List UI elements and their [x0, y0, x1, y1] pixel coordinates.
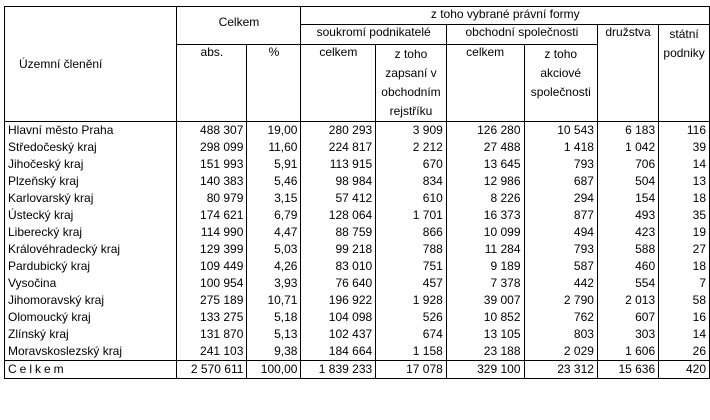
table-row — [5, 139, 710, 156]
cell-pe-total: 57 412 — [301, 190, 376, 207]
cell-name: Liberecký kraj — [5, 224, 177, 241]
cell-tc-js: 494 — [524, 224, 597, 241]
cell-pct: 10,71 — [247, 292, 301, 309]
cell-name: Zlínský kraj — [5, 326, 177, 343]
cell-abs: 2 570 611 — [177, 361, 247, 379]
cell-tc-total: 10 099 — [446, 224, 524, 241]
cell-pe-total: 224 817 — [301, 139, 376, 156]
cell-abs: 80 979 — [177, 190, 247, 207]
cell-pe-reg: 1 158 — [376, 343, 447, 361]
cell-tc-total: 12 986 — [446, 173, 524, 190]
cell-coop: 6 183 — [597, 122, 658, 140]
cell-pe-total: 1 839 233 — [301, 361, 376, 379]
cell-tc-total: 23 188 — [446, 343, 524, 361]
table-row — [5, 275, 710, 292]
cell-pct: 5,13 — [247, 326, 301, 343]
cell-name: Olomoucký kraj — [5, 309, 177, 326]
cell-pe-reg: 674 — [376, 326, 447, 343]
cell-pct: 19,00 — [247, 122, 301, 140]
cell-pe-total: 99 218 — [301, 241, 376, 258]
table-row — [5, 258, 710, 275]
cell-pct: 3,15 — [247, 190, 301, 207]
cell-abs: 133 275 — [177, 309, 247, 326]
cell-pe-reg: 751 — [376, 258, 447, 275]
cell-state: 18 — [659, 190, 710, 207]
cell-tc-total: 7 378 — [446, 275, 524, 292]
cell-pe-total: 196 922 — [301, 292, 376, 309]
cell-state: 19 — [659, 224, 710, 241]
cell-abs: 275 189 — [177, 292, 247, 309]
cell-pe-reg: 1 701 — [376, 207, 447, 224]
cell-state: 14 — [659, 156, 710, 173]
header-tc-total: celkem — [446, 45, 524, 122]
total-row — [5, 361, 710, 379]
cell-pe-total: 104 098 — [301, 309, 376, 326]
cell-tc-js: 793 — [524, 241, 597, 258]
cell-tc-js: 587 — [524, 258, 597, 275]
cell-pct: 6,79 — [247, 207, 301, 224]
cell-tc-js: 687 — [524, 173, 597, 190]
cell-pe-total: 88 759 — [301, 224, 376, 241]
cell-pct: 5,18 — [247, 309, 301, 326]
cell-abs: 241 103 — [177, 343, 247, 361]
header-pct: % — [247, 45, 301, 122]
cell-pe-reg: 670 — [376, 156, 447, 173]
table-row — [5, 292, 710, 309]
header-tc-joint-stock: z toho akciové společnosti — [524, 45, 597, 122]
cell-tc-js: 442 — [524, 275, 597, 292]
cell-abs: 100 954 — [177, 275, 247, 292]
table-row — [5, 309, 710, 326]
cell-tc-total: 126 280 — [446, 122, 524, 140]
cell-coop: 706 — [597, 156, 658, 173]
cell-pct: 4,26 — [247, 258, 301, 275]
table-row — [5, 224, 710, 241]
header-pe-registered: z toho zapsaní v obchodním rejstříku — [376, 45, 447, 122]
header-total: Celkem — [177, 7, 301, 45]
cell-abs: 174 621 — [177, 207, 247, 224]
cell-tc-total: 39 007 — [446, 292, 524, 309]
cell-state: 39 — [659, 139, 710, 156]
cell-state: 18 — [659, 258, 710, 275]
cell-tc-js: 793 — [524, 156, 597, 173]
cell-coop: 460 — [597, 258, 658, 275]
table-row — [5, 241, 710, 258]
cell-name: Hlavní město Praha — [5, 122, 177, 140]
cell-tc-js: 877 — [524, 207, 597, 224]
cell-tc-total: 329 100 — [446, 361, 524, 379]
cell-tc-total: 8 226 — [446, 190, 524, 207]
header-trading-companies: obchodní společnosti — [446, 25, 597, 45]
cell-name: Celkem — [5, 361, 177, 379]
cell-pe-reg: 610 — [376, 190, 447, 207]
table-body — [5, 122, 710, 379]
table-row — [5, 343, 710, 361]
cell-tc-total: 13 645 — [446, 156, 524, 173]
cell-pct: 5,46 — [247, 173, 301, 190]
cell-coop: 504 — [597, 173, 658, 190]
cell-pct: 5,03 — [247, 241, 301, 258]
cell-pct: 4,47 — [247, 224, 301, 241]
cell-tc-total: 11 284 — [446, 241, 524, 258]
cell-pe-reg: 17 078 — [376, 361, 447, 379]
cell-coop: 554 — [597, 275, 658, 292]
cell-tc-total: 10 852 — [446, 309, 524, 326]
cell-pe-reg: 2 212 — [376, 139, 447, 156]
header-pe-total: celkem — [301, 45, 376, 122]
cell-tc-js: 294 — [524, 190, 597, 207]
cell-tc-js: 2 029 — [524, 343, 597, 361]
cell-pe-reg: 1 928 — [376, 292, 447, 309]
table-row — [5, 122, 710, 140]
cell-pct: 100,00 — [247, 361, 301, 379]
cell-tc-total: 13 105 — [446, 326, 524, 343]
table-row — [5, 173, 710, 190]
cell-coop: 493 — [597, 207, 658, 224]
cell-state: 58 — [659, 292, 710, 309]
cell-name: Karlovarský kraj — [5, 190, 177, 207]
cell-abs: 140 383 — [177, 173, 247, 190]
cell-abs: 151 993 — [177, 156, 247, 173]
statistics-table — [4, 6, 710, 379]
cell-tc-total: 16 373 — [446, 207, 524, 224]
cell-name: Jihomoravský kraj — [5, 292, 177, 309]
table-row — [5, 190, 710, 207]
cell-pe-total: 113 915 — [301, 156, 376, 173]
cell-tc-js: 803 — [524, 326, 597, 343]
cell-tc-js: 1 418 — [524, 139, 597, 156]
cell-state: 16 — [659, 309, 710, 326]
cell-tc-total: 9 189 — [446, 258, 524, 275]
cell-abs: 114 990 — [177, 224, 247, 241]
cell-name: Středočeský kraj — [5, 139, 177, 156]
header-territory: Územní členění — [5, 7, 177, 122]
cell-abs: 488 307 — [177, 122, 247, 140]
cell-name: Moravskoslezský kraj — [5, 343, 177, 361]
cell-name: Plzeňský kraj — [5, 173, 177, 190]
cell-pe-total: 76 640 — [301, 275, 376, 292]
cell-abs: 109 449 — [177, 258, 247, 275]
cell-tc-total: 27 488 — [446, 139, 524, 156]
cell-pe-reg: 866 — [376, 224, 447, 241]
cell-pe-reg: 3 909 — [376, 122, 447, 140]
cell-coop: 607 — [597, 309, 658, 326]
cell-pe-total: 98 984 — [301, 173, 376, 190]
cell-state: 35 — [659, 207, 710, 224]
cell-state: 26 — [659, 343, 710, 361]
cell-coop: 1 042 — [597, 139, 658, 156]
cell-tc-js: 2 790 — [524, 292, 597, 309]
cell-state: 420 — [659, 361, 710, 379]
cell-pe-total: 102 437 — [301, 326, 376, 343]
cell-pe-reg: 457 — [376, 275, 447, 292]
cell-tc-js: 23 312 — [524, 361, 597, 379]
cell-pct: 5,91 — [247, 156, 301, 173]
cell-tc-js: 10 543 — [524, 122, 597, 140]
cell-pct: 3,93 — [247, 275, 301, 292]
header-of-which: z toho vybrané právní formy — [301, 7, 710, 25]
cell-pct: 9,38 — [247, 343, 301, 361]
cell-abs: 131 870 — [177, 326, 247, 343]
cell-coop: 2 013 — [597, 292, 658, 309]
header-abs: abs. — [177, 45, 247, 122]
cell-abs: 298 099 — [177, 139, 247, 156]
cell-abs: 129 399 — [177, 241, 247, 258]
cell-pe-total: 184 664 — [301, 343, 376, 361]
header-cooperatives: družstva — [597, 25, 658, 122]
header-state-enterprises: státní podniky — [659, 25, 710, 122]
cell-pe-reg: 834 — [376, 173, 447, 190]
cell-state: 116 — [659, 122, 710, 140]
cell-state: 14 — [659, 326, 710, 343]
cell-pct: 11,60 — [247, 139, 301, 156]
cell-coop: 423 — [597, 224, 658, 241]
cell-pe-reg: 526 — [376, 309, 447, 326]
cell-state: 13 — [659, 173, 710, 190]
cell-state: 27 — [659, 241, 710, 258]
cell-name: Vysočina — [5, 275, 177, 292]
cell-pe-total: 280 293 — [301, 122, 376, 140]
cell-state: 7 — [659, 275, 710, 292]
cell-coop: 154 — [597, 190, 658, 207]
cell-tc-js: 762 — [524, 309, 597, 326]
cell-name: Ústecký kraj — [5, 207, 177, 224]
table-row — [5, 326, 710, 343]
cell-pe-reg: 788 — [376, 241, 447, 258]
cell-coop: 303 — [597, 326, 658, 343]
cell-name: Pardubický kraj — [5, 258, 177, 275]
cell-pe-total: 83 010 — [301, 258, 376, 275]
table-row — [5, 156, 710, 173]
cell-name: Královéhradecký kraj — [5, 241, 177, 258]
cell-coop: 588 — [597, 241, 658, 258]
cell-coop: 15 636 — [597, 361, 658, 379]
table-row — [5, 207, 710, 224]
header-private-entrepreneurs: soukromí podnikatelé — [301, 25, 446, 45]
cell-coop: 1 606 — [597, 343, 658, 361]
cell-pe-total: 128 064 — [301, 207, 376, 224]
cell-name: Jihočeský kraj — [5, 156, 177, 173]
